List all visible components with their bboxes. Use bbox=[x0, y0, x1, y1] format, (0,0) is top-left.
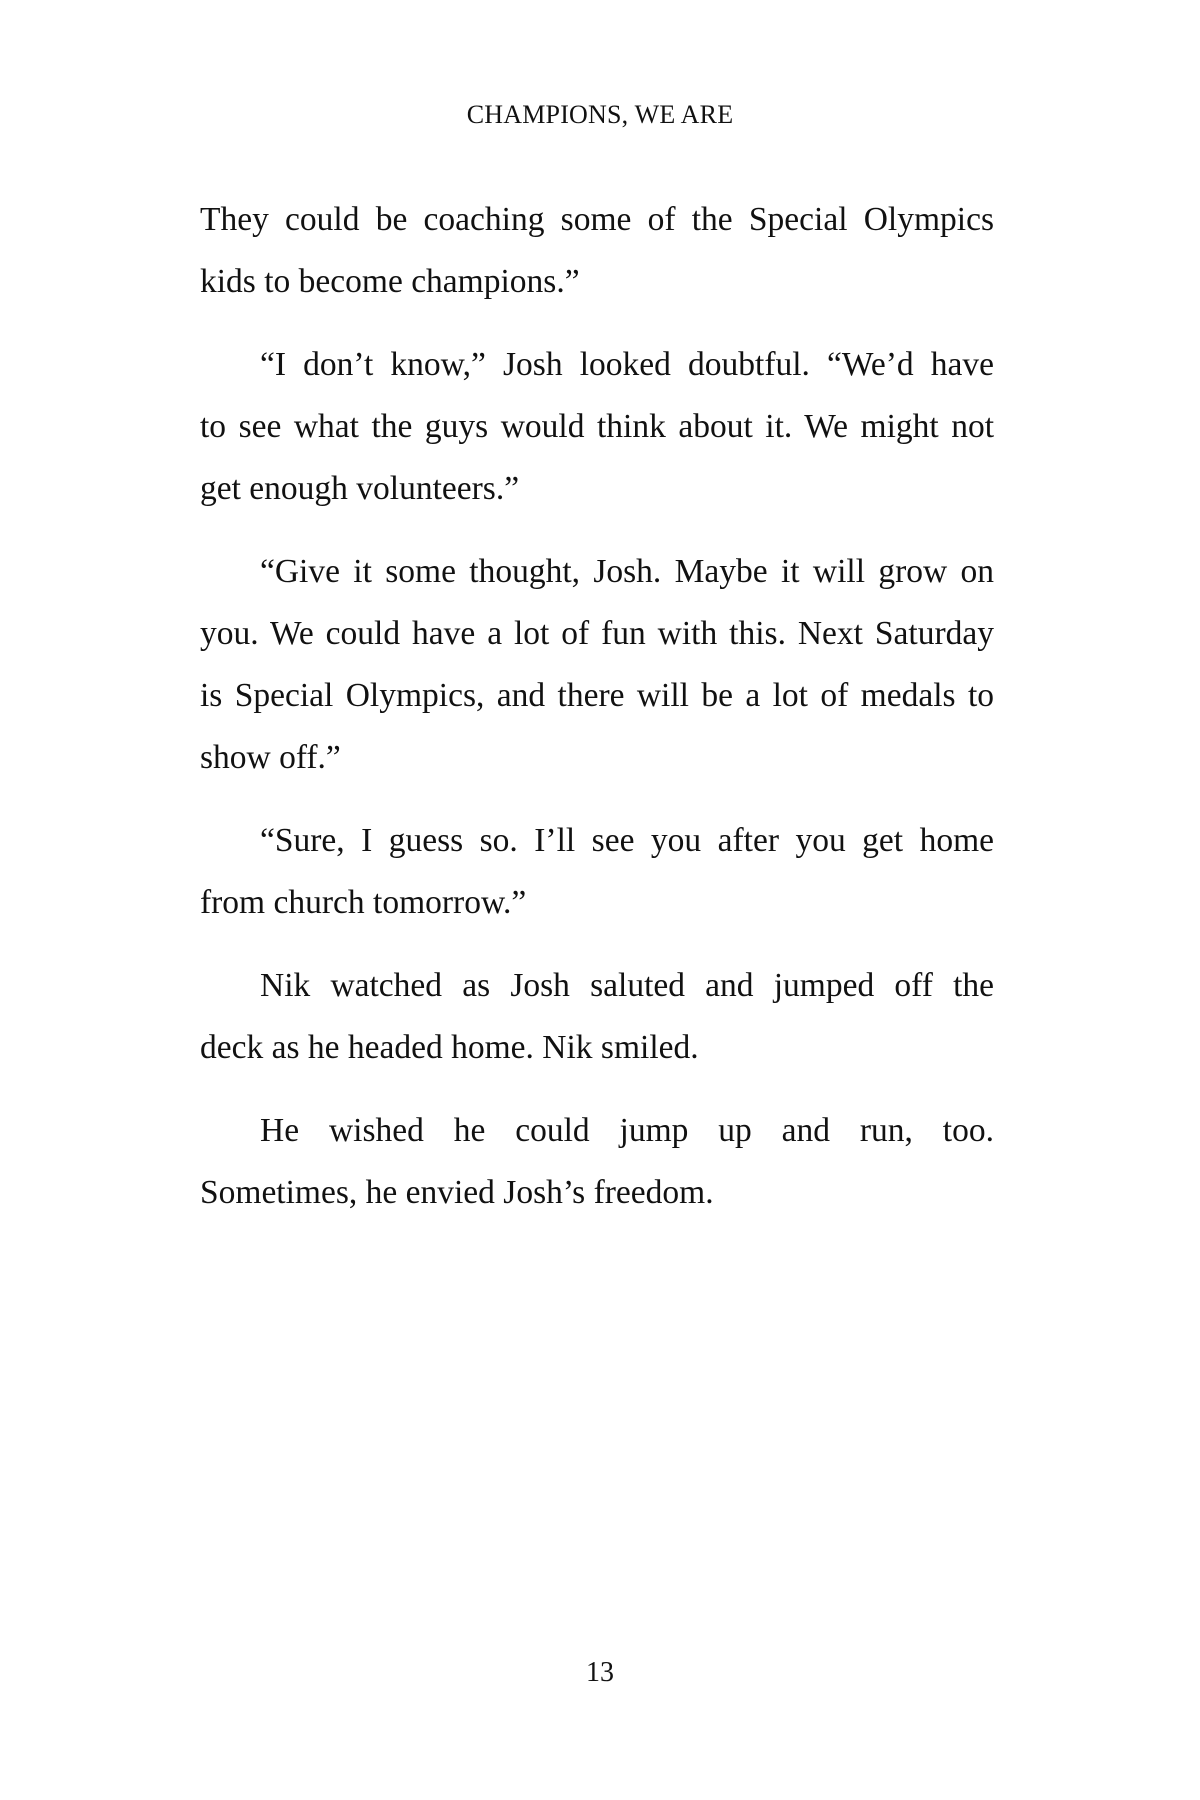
paragraph bbox=[200, 1100, 994, 1224]
text-line: “Sure, I guess so. I’ll see you after you get home bbox=[260, 822, 994, 859]
text-line: is Special Olympics, and there will be a lot of medals to bbox=[200, 677, 994, 714]
text-line: “I don’t know,” Josh looked doubtful. “We’d have bbox=[260, 346, 994, 383]
paragraph bbox=[200, 810, 994, 934]
text-line: get enough volunteers.” bbox=[200, 470, 520, 507]
text-line: to see what the guys would think about it. We might not bbox=[200, 408, 994, 445]
paragraph bbox=[200, 541, 994, 789]
paragraph bbox=[200, 955, 994, 1079]
body-text bbox=[200, 189, 994, 1245]
text-line: Sometimes, he envied Josh’s freedom. bbox=[200, 1174, 714, 1211]
text-line: They could be coaching some of the Special Olympics bbox=[200, 201, 994, 238]
text-line: deck as he headed home. Nik smiled. bbox=[200, 1029, 699, 1066]
text-line: kids to become champions.” bbox=[200, 263, 580, 300]
text-line: from church tomorrow.” bbox=[200, 884, 527, 921]
text-line: “Give it some thought, Josh. Maybe it will grow on bbox=[260, 553, 994, 590]
text-line: Nik watched as Josh saluted and jumped off the bbox=[260, 967, 994, 1004]
running-header: CHAMPIONS, WE ARE bbox=[466, 100, 734, 129]
text-line: show off.” bbox=[200, 739, 341, 776]
page-number: 13 bbox=[586, 1657, 614, 1688]
paragraph bbox=[200, 334, 994, 520]
paragraph bbox=[200, 189, 994, 313]
text-line: He wished he could jump up and run, too. bbox=[260, 1112, 994, 1149]
text-line: you. We could have a lot of fun with this. Next Saturday bbox=[200, 615, 994, 652]
